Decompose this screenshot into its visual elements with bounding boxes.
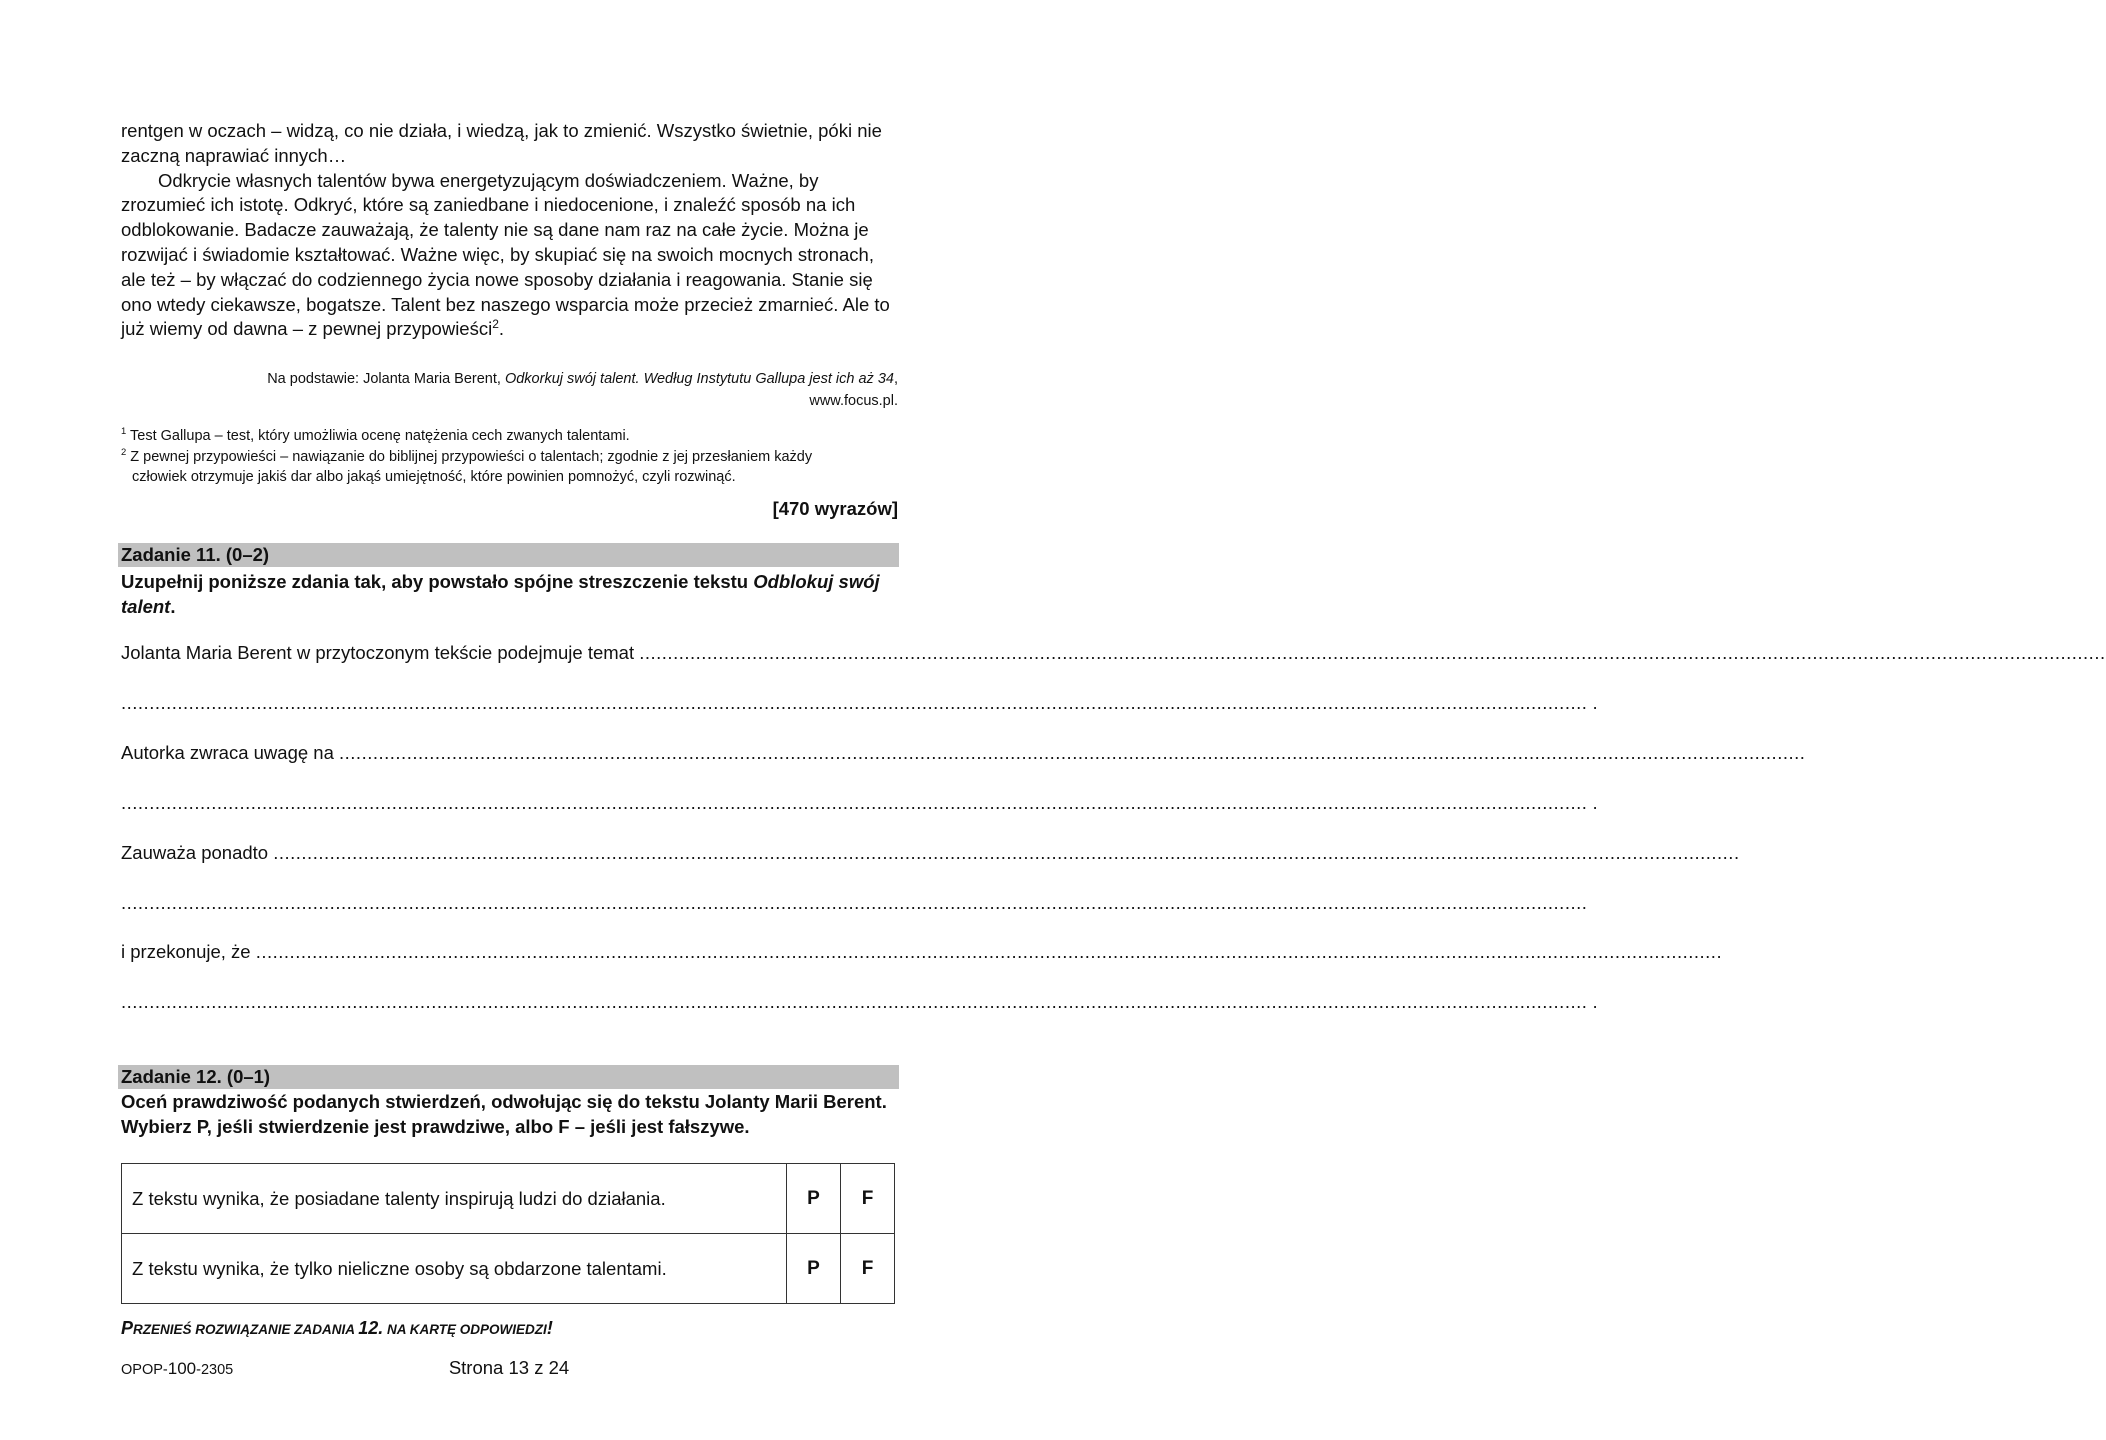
answer-line-notes-cont[interactable] [121,892,1588,914]
task-12-header: Zadanie 12. (0–1) [118,1065,899,1089]
dots-fill: .................................................................................................................................................................................................................................................................... [339,742,1806,763]
statement-2: Z tekstu wynika, że tylko nieliczne osoby są obdarzone talentami. [122,1234,787,1304]
answer-line-attention[interactable]: Autorka zwraca uwagę na .................................................................................................................................................................................................................................................................... [121,742,1806,763]
passage [121,119,901,342]
dots-fill: .................................................................................................................................................................................................................................................................... [121,991,1588,1012]
footnotes [121,426,901,488]
task-11-instruction: Uzupełnij poniższe zdania tak, aby powstało spójne streszczenie tekstu Odblokuj swój talent. [121,571,880,617]
task-12-instruction: Oceń prawdziwość podanych stwierdzeń, odwołując się do tekstu Jolanty Marii Berent. Wybierz P, jeśli stwierdzenie jest prawdziwe, albo F – jeśli jest fałszywe. [121,1091,887,1137]
answer-line-notes[interactable]: Zauważa ponadto .................................................................................................................................................................................................................................................................... [121,842,1740,863]
exam-code: OPOP-100-2305 [121,1359,234,1378]
option-p-2[interactable]: P [787,1234,841,1304]
footnote-1: $^1$ Test Gallupa – test, który umożliwia ocenę natężenia cech zwanych talentami. [121,425,630,444]
source-site: www.focus.pl. [809,393,898,409]
answer-line-convinces[interactable]: i przekonuje, że .................................................................................................................................................................................................................................................................... [121,941,1723,962]
dots-fill: .................................................................................................................................................................................................................................................................... [121,692,1588,713]
dots-fill: .................................................................................................................................................................................................................................................................... [639,642,2106,663]
word-count: [470 wyrazów] [772,498,898,519]
page-number: Strona 13 z 24 [448,1357,570,1378]
statement-1: Z tekstu wynika, że posiadane talenty inspirują ludzi do działania. [122,1164,787,1234]
option-p-1[interactable]: P [787,1164,841,1234]
passage-paragraph-2: Odkrycie własnych talentów bywa energetyzującym doświadczeniem. Ważne, by zrozumieć ich istotę. Odkryć, które są zaniedbane i niedocenione, i znaleźć sposób na ich odblokowanie. Badacze zauważają, że talenty nie są dane nam raz na całe życie. Można je rozwijać i świadomie kształtować. Ważne więc, by skupiać się na swoich mocnych stronach, ale też – by włączać do codziennego życia nowe sposoby działania i reagowania. Stanie się ono wtedy ciekawsze, bogatsze. Talent bez naszego wsparcia może przecież zmarnieć. Ale to już wiemy od dawna – z pewnej przypowieści$^2$. [121,169,890,340]
table-row [122,1234,895,1304]
dots-fill: .................................................................................................................................................................................................................................................................... [121,892,1588,913]
option-f-2[interactable]: F [841,1234,895,1304]
answer-line-attention-cont[interactable]: .................................................................................................................................................................................................................................................................... . [121,792,1598,813]
dots-fill: .................................................................................................................................................................................................................................................................... [255,941,1723,962]
transfer-instruction: PRZENIEŚ ROZWIĄZANIE ZADANIA 12. NA KARTĘ ODPOWIEDZI! [121,1318,553,1338]
answer-line-convinces-cont[interactable]: .................................................................................................................................................................................................................................................................... . [121,991,1598,1012]
passage-paragraph-1: rentgen w oczach – widzą, co nie działa, i wiedzą, jak to zmienić. Wszystko świetnie, póki nie zaczną naprawiać innych… [121,120,882,166]
dots-fill: .................................................................................................................................................................................................................................................................... [273,842,1740,863]
answer-line-topic-cont[interactable]: .................................................................................................................................................................................................................................................................... . [121,692,1598,713]
true-false-table [121,1163,895,1304]
footnote-2: $^2$ Z pewnej przypowieści – nawiązanie do biblijnej przypowieści o talentach; zgodnie z jej przesłaniem każdy [121,445,813,465]
table-row [122,1164,895,1234]
dots-fill: .................................................................................................................................................................................................................................................................... [121,792,1588,813]
answer-line-topic[interactable]: Jolanta Maria Berent w przytoczonym tekście podejmuje temat .................................................................................................................................................................................................................................................................... [121,642,2106,663]
source-citation: Na podstawie: Jolanta Maria Berent, Odkorkuj swój talent. Według Instytutu Gallupa jest ich aż 34, www.focus.pl. [121,368,898,412]
task-11-header: Zadanie 11. (0–2) [118,543,899,567]
footnote-2-continued: człowiek otrzymuje jakiś dar albo jakąś umiejętność, które powinien pomnożyć, czyli rozwinąć. [132,469,736,485]
option-f-1[interactable]: F [841,1164,895,1234]
